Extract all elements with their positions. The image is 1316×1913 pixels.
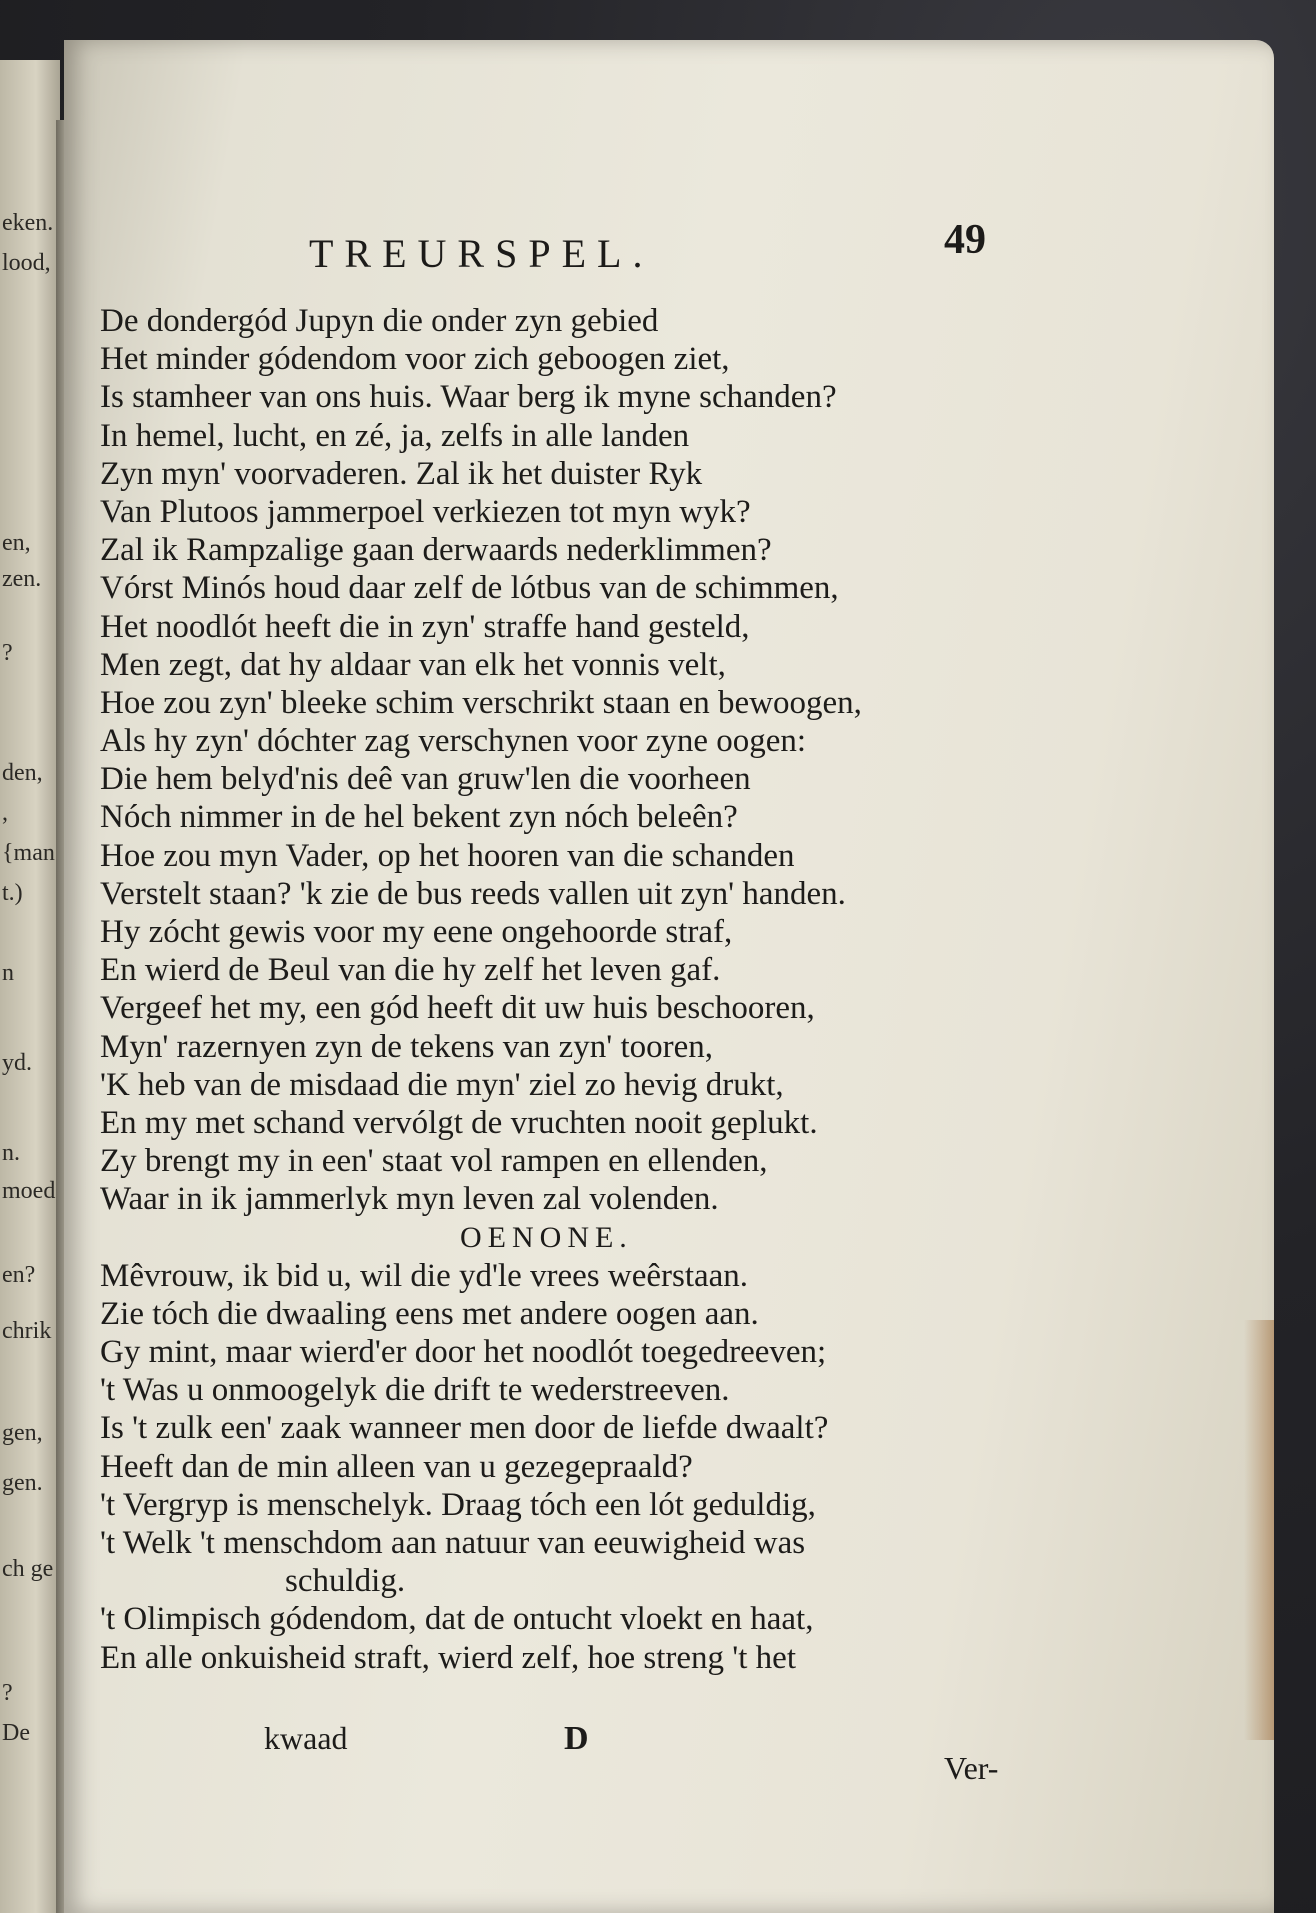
verse-line: 't Olimpisch gódendom, dat de ontucht vloekt en haat, (100, 1601, 814, 1638)
verse-line: Is stamheer van ons huis. Waar berg ik myne schanden? (100, 379, 837, 416)
facing-page-fragment: lood, (2, 250, 51, 276)
verse-line: Gy mint, maar wierd'er door het noodlót toegedreeven; (100, 1334, 827, 1371)
verse-line: Hoe zou zyn' bleeke schim verschrikt staan en bewoogen, (100, 684, 862, 721)
verse-line: Hoe zou myn Vader, op het hooren van die schanden (100, 837, 795, 874)
verse-line: 't Was u onmoogelyk die drift te wederstreeven. (100, 1372, 730, 1409)
verse-line: Zyn myn' voorvaderen. Zal ik het duister Ryk (100, 455, 703, 492)
verse-line: De dondergód Jupyn die onder zyn gebied (100, 303, 659, 339)
facing-page-fragment: den, (2, 760, 43, 786)
facing-page-fragment: eken. (2, 210, 54, 236)
facing-page-fragment: ch ge (2, 1556, 54, 1582)
facing-page-fragment: , (2, 800, 8, 826)
verse-line: Hy zócht gewis voor my eene ongehoorde straf, (100, 914, 733, 950)
facing-page-edge (0, 60, 60, 1913)
page-edge-stain (1244, 1320, 1274, 1740)
facing-page-fragment: moed (2, 1178, 56, 1204)
facing-page-fragment: en, (2, 530, 31, 556)
verse-line: En wierd de Beul van die hy zelf het leven gaf. (100, 952, 721, 989)
verse-line: Van Plutoos jammerpoel verkiezen tot myn wyk? (100, 493, 751, 530)
facing-page-fragment: gen. (2, 1470, 43, 1496)
verse-line: Verstelt staan? 'k zie de bus reeds vallen uit zyn' handen. (100, 875, 846, 912)
facing-page-fragment: en? (2, 1262, 36, 1288)
page-number: 49 (944, 217, 986, 263)
speaker-heading: OENONE. (460, 1220, 633, 1254)
page-footer (64, 1720, 1274, 1786)
facing-page-fragment: gen, (2, 1420, 43, 1446)
verse-line: Vórst Minós houd daar zelf de lótbus van de schimmen, (100, 570, 839, 607)
signature-mark: D (564, 1720, 589, 1757)
catchword: Ver- (944, 1750, 999, 1786)
facing-page-fragment: chrik (2, 1318, 52, 1344)
verse-line: Zal ik Rampzalige gaan derwaards nederklimmen? (100, 532, 772, 569)
verse-line: Heeft dan de min alleen van u gezegepraald? (100, 1448, 693, 1485)
facing-page-fragment: {man (2, 840, 55, 866)
verse-line: 't Welk 't menschdom aan natuur van eeuwigheid was (100, 1525, 806, 1561)
verse-line-continuation: schuldig. (285, 1563, 406, 1600)
verse-line: 't Vergryp is menschelyk. Draag tóch een lót geduldig, (100, 1486, 816, 1523)
facing-page-fragment: yd. (2, 1050, 32, 1076)
running-head: TREURSPEL. (309, 231, 654, 276)
verse-line: Mêvrouw, ik bid u, wil die yd'le vrees weêrstaan. (100, 1257, 749, 1294)
verse-line: Zy brengt my in een' staat vol rampen en ellenden, (100, 1143, 768, 1180)
verse-line: Het minder gódendom voor zich geboogen ziet, (100, 341, 730, 378)
verse-line: In hemel, lucht, en zé, ja, zelfs in alle landen (100, 417, 690, 454)
book-page (64, 40, 1274, 1913)
verse-line: Die hem belyd'nis deê van gruw'len die voorheen (100, 761, 751, 798)
verse-line: Zie tóch die dwaaling eens met andere oogen aan. (100, 1295, 759, 1332)
page-header (64, 217, 1274, 280)
facing-page-fragment: t.) (2, 880, 23, 906)
facing-page-fragment: ? (2, 640, 13, 666)
verse-line: Als hy zyn' dóchter zag verschynen voor zyne oogen: (100, 723, 807, 760)
verse-line: Nóch nimmer in de hel bekent zyn nóch beleên? (100, 799, 738, 836)
facing-page-fragment: zen. (2, 566, 42, 592)
facing-page-fragment: n (2, 960, 14, 986)
verse-line: 'K heb van de misdaad die myn' ziel zo hevig drukt, (100, 1066, 784, 1103)
facing-page-fragment: ? (2, 1680, 13, 1706)
verse-line: Myn' razernyen zyn de tekens van zyn' tooren, (100, 1028, 713, 1065)
verse-line: En my met schand vervólgt de vruchten nooit geplukt. (100, 1104, 818, 1141)
verse-line: Het noodlót heeft die in zyn' straffe hand gesteld, (100, 608, 750, 645)
verse-line: Waar in ik jammerlyk myn leven zal volenden. (100, 1181, 719, 1218)
facing-page-fragment: De (2, 1720, 30, 1746)
facing-page-fragment: n. (2, 1140, 20, 1166)
turnover-word: kwaad (264, 1720, 348, 1756)
verse-text (100, 302, 1060, 1677)
verse-line: Is 't zulk een' zaak wanneer men door de liefde dwaalt? (100, 1410, 829, 1447)
verse-line: Men zegt, dat hy aldaar van elk het vonnis velt, (100, 646, 726, 683)
verse-line: Vergeef het my, een gód heeft dit uw huis beschooren, (100, 990, 815, 1027)
verse-line: En alle onkuisheid straft, wierd zelf, hoe streng 't het (100, 1639, 796, 1676)
